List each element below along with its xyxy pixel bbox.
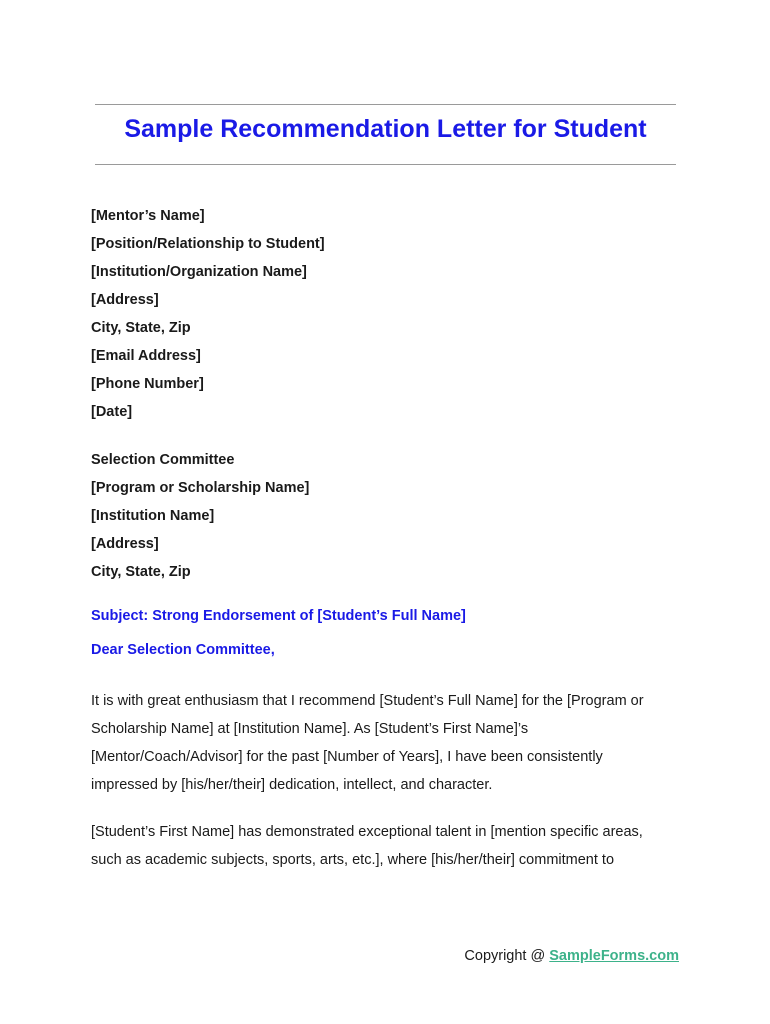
paragraph-line: [Student’s First Name] has demonstrated exceptional talent in [mention specific areas, bbox=[91, 824, 643, 840]
sender-address: [Address] bbox=[91, 292, 159, 308]
recipient-address-block bbox=[91, 446, 309, 586]
recipient-committee: Selection Committee bbox=[91, 452, 235, 468]
recipient-city-state-zip: City, State, Zip bbox=[91, 564, 191, 580]
copyright-prefix: Copyright @ bbox=[464, 948, 550, 964]
title-bottom-rule bbox=[95, 164, 676, 165]
paragraph-line: [Mentor/Coach/Advisor] for the past [Number of Years], I have been consistently bbox=[91, 749, 603, 765]
sender-city-state-zip: City, State, Zip bbox=[91, 320, 191, 336]
paragraph-line: impressed by [his/her/their] dedication, intellect, and character. bbox=[91, 777, 493, 793]
copyright-footer bbox=[464, 948, 679, 964]
paragraph-line: Scholarship Name] at [Institution Name]. As [Student’s First Name]’s bbox=[91, 721, 529, 737]
recipient-address: [Address] bbox=[91, 536, 159, 552]
sender-position: [Position/Relationship to Student] bbox=[91, 236, 325, 252]
body-paragraph-2 bbox=[91, 818, 643, 874]
recipient-program: [Program or Scholarship Name] bbox=[91, 480, 310, 496]
subject-line: Subject: Strong Endorsement of [Student’s Full Name] bbox=[91, 608, 466, 624]
letter-date: [Date] bbox=[91, 404, 133, 420]
salutation: Dear Selection Committee, bbox=[91, 642, 275, 658]
sender-phone: [Phone Number] bbox=[91, 376, 204, 392]
sender-institution: [Institution/Organization Name] bbox=[91, 264, 307, 280]
sender-email: [Email Address] bbox=[91, 348, 201, 364]
sender-name: [Mentor’s Name] bbox=[91, 208, 205, 224]
sampleforms-link[interactable]: SampleForms.com bbox=[549, 948, 679, 964]
body-paragraph-1 bbox=[91, 687, 644, 799]
paragraph-line: It is with great enthusiasm that I recommend [Student’s Full Name] for the [Program or bbox=[91, 693, 644, 709]
recipient-institution: [Institution Name] bbox=[91, 508, 215, 524]
document-title: Sample Recommendation Letter for Student bbox=[124, 115, 647, 143]
title-top-rule bbox=[95, 104, 676, 105]
paragraph-line: such as academic subjects, sports, arts, etc.], where [his/her/their] commitment to bbox=[91, 852, 615, 868]
sender-address-block bbox=[91, 202, 325, 426]
